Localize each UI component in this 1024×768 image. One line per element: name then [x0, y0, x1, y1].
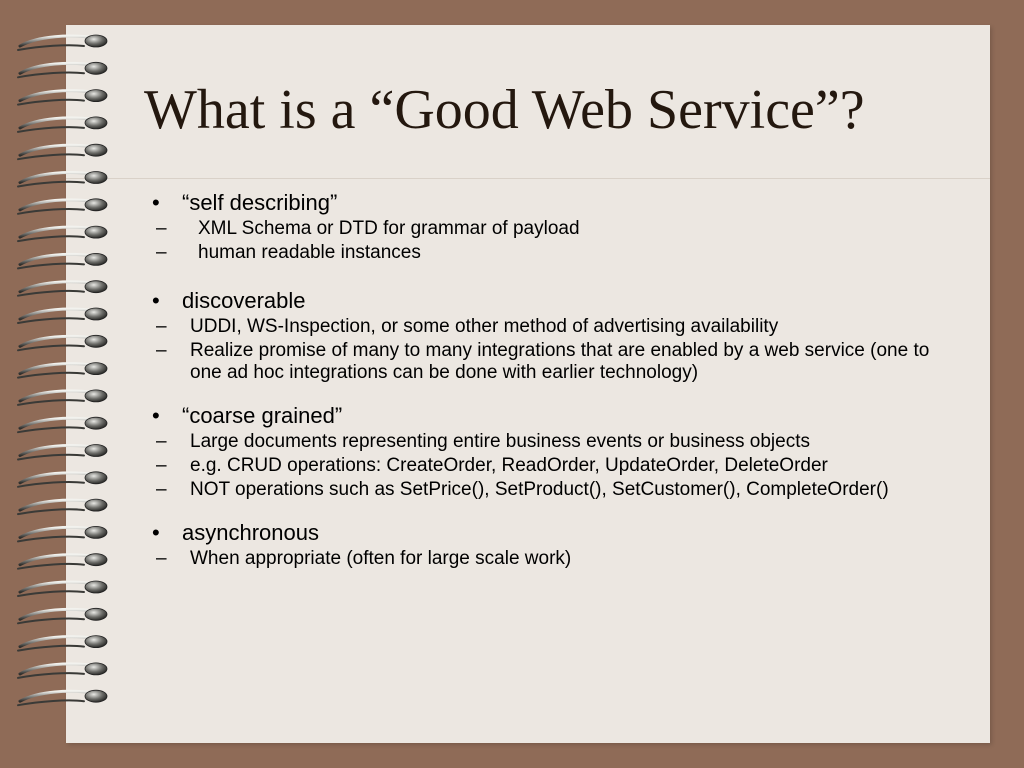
sub-marker: – — [156, 479, 167, 500]
bullet-text: “coarse grained” — [182, 403, 343, 428]
title-divider — [66, 178, 990, 179]
binding-ring — [18, 281, 107, 296]
sub-item — [144, 242, 964, 264]
binding-ring — [18, 472, 107, 487]
sub-marker: – — [156, 455, 167, 476]
sub-text: NOT operations such as SetPrice(), SetProduct(), SetCustomer(), CompleteOrder() — [190, 479, 889, 500]
sub-marker: – — [156, 316, 167, 337]
binding-ring — [18, 499, 107, 514]
binding-ring — [18, 253, 107, 268]
sub-item — [144, 218, 964, 240]
binding-ring — [18, 62, 107, 77]
sub-marker: – — [156, 218, 167, 239]
binding-ring — [18, 417, 107, 432]
bullet-item — [144, 190, 964, 216]
bullet-group — [144, 520, 964, 570]
binding-ring — [18, 144, 107, 159]
sub-marker: – — [156, 548, 167, 569]
sub-marker: – — [156, 340, 167, 361]
sub-marker: – — [156, 242, 167, 263]
binding-ring — [18, 554, 107, 569]
bullet-list — [144, 190, 964, 589]
binding-ring — [18, 581, 107, 596]
bullet-marker: • — [152, 403, 160, 428]
slide-title: What is a “Good Web Service”? — [144, 79, 865, 141]
sub-marker: – — [156, 431, 167, 452]
sub-text: Realize promise of many to many integrations that are enabled by a web service (one to one ad hoc integrations can be done with earlier technology) — [190, 340, 930, 383]
bullet-marker: • — [152, 520, 160, 545]
sub-text: human readable instances — [198, 242, 421, 263]
binding-ring — [18, 335, 107, 350]
binding-ring — [18, 117, 107, 132]
binding-ring — [18, 663, 107, 678]
binding-ring — [18, 90, 107, 105]
binding-ring — [18, 636, 107, 651]
sub-list — [144, 316, 964, 384]
sub-text: Large documents representing entire business events or business objects — [190, 431, 810, 452]
sub-text: e.g. CRUD operations: CreateOrder, ReadOrder, UpdateOrder, DeleteOrder — [190, 455, 828, 476]
bullet-marker: • — [152, 190, 160, 215]
bullet-text: asynchronous — [182, 520, 319, 545]
binding-ring — [18, 226, 107, 241]
binding-ring — [18, 172, 107, 187]
sub-item — [144, 548, 964, 570]
spiral-binding — [0, 0, 130, 768]
sub-text: XML Schema or DTD for grammar of payload — [198, 218, 580, 239]
bullet-group — [144, 288, 964, 384]
binding-ring — [18, 690, 107, 705]
bullet-marker: • — [152, 288, 160, 313]
sub-item — [144, 340, 964, 384]
sub-item — [144, 455, 964, 477]
binding-ring — [18, 608, 107, 623]
sub-list — [144, 431, 964, 501]
bullet-group — [144, 190, 964, 264]
bullet-text: discoverable — [182, 288, 306, 313]
binding-ring — [18, 526, 107, 541]
sub-item — [144, 316, 964, 338]
bullet-text: “self describing” — [182, 190, 338, 215]
binding-ring — [18, 35, 107, 50]
binding-ring — [18, 390, 107, 405]
binding-ring — [18, 363, 107, 378]
sub-list — [144, 218, 964, 264]
sub-text: When appropriate (often for large scale work) — [190, 548, 572, 569]
binding-ring — [18, 199, 107, 214]
bullet-group — [144, 403, 964, 501]
binding-ring — [18, 445, 107, 460]
binding-ring — [18, 308, 107, 323]
sub-item — [144, 479, 964, 501]
bullet-item — [144, 288, 964, 314]
bullet-item — [144, 403, 964, 429]
sub-list — [144, 548, 964, 570]
bullet-item — [144, 520, 964, 546]
sub-text: UDDI, WS-Inspection, or some other method of advertising availability — [190, 316, 779, 337]
sub-item — [144, 431, 964, 453]
notebook-page — [66, 25, 990, 743]
